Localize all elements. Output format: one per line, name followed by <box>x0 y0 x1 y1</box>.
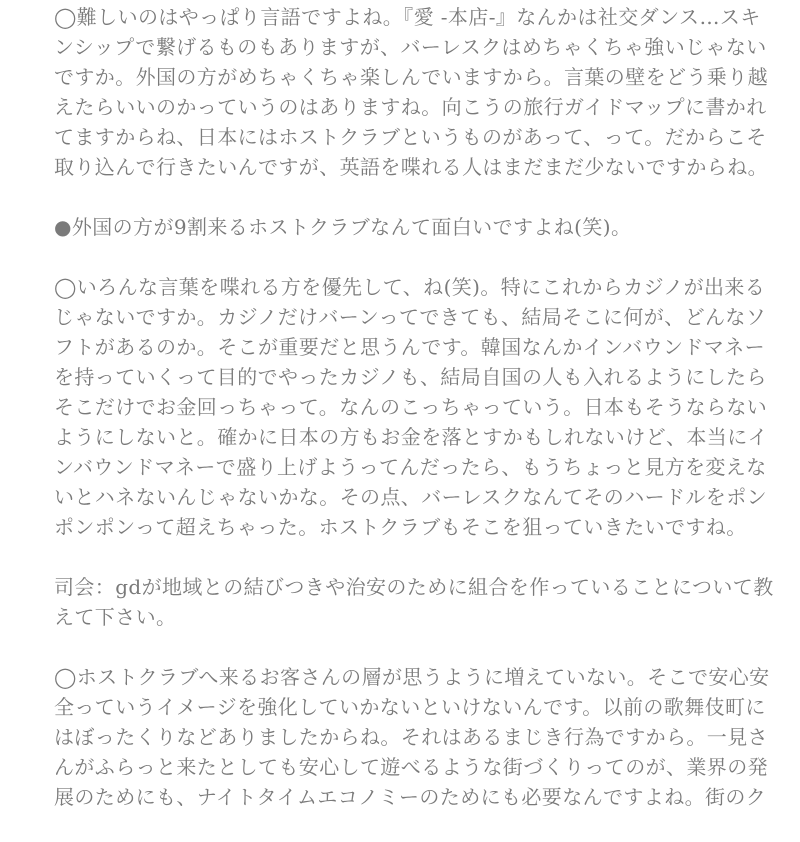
paragraph-answer-language <box>54 2 768 182</box>
text-line: ポンポンって超えちゃった。ホストクラブもそこを狙っていきたいですね。 <box>54 515 747 539</box>
paragraph-answer-casino <box>54 272 768 542</box>
text-line: を持っていくって目的でやったカジノも、結局自国の人も入れるようにしたら <box>54 365 767 389</box>
text-line: ◯いろんな言葉を喋れる方を優先して、ね(笑)。特にこれからカジノが出来る <box>54 275 766 299</box>
article-body <box>54 2 774 842</box>
text-line: そこだけでお金回っちゃって。なんのこっちゃっていう。日本もそうならない <box>54 395 768 419</box>
text-line: 全っていうイメージを強化していかないといけないんです。以前の歌舞伎町に <box>54 695 766 719</box>
text-line: 展のためにも、ナイトタイムエコノミーのためにも必要なんですよね。街のク <box>54 785 767 809</box>
text-line: フトがあるのか。そこが重要だと思うんです。韓国なんかインバウンドマネー <box>54 335 765 359</box>
text-line: ◯ホストクラブへ来るお客さんの層が思うように増えていない。そこで安心安 <box>54 665 770 689</box>
paragraph-moderator-question <box>54 572 774 632</box>
text-line: えて下さい。 <box>54 605 177 629</box>
text-line: はぼったくりなどありましたからね。それはあるまじき行為ですから。一見さ <box>54 725 768 749</box>
text-line: えたらいいのかっていうのはありますね。向こうの旅行ガイドマップに書かれ <box>54 95 767 119</box>
text-line: ンバウンドマネーで盛り上げようってんだったら、もうちょっと見方を変えな <box>54 455 767 479</box>
paragraph-question-foreigners <box>54 212 756 242</box>
text-line: 司会：gdが地域との結びつきや治安のために組合を作っていることについて教 <box>54 575 774 599</box>
paragraph-answer-safety <box>54 662 770 812</box>
text-line: ●外国の方が9割来るホストクラブなんて面白いですよね(笑)。 <box>54 215 632 239</box>
text-line: てますからね、日本にはホストクラブというものがあって、って。だからこそ <box>54 125 767 149</box>
text-line: 取り込んで行きたいんですが、英語を喋れる人はまだまだ少ないですからね。 <box>54 155 768 179</box>
text-line: ◯難しいのはやっぱり言語ですよね。『愛 -本店-』なんかは社交ダンス…スキ <box>54 5 761 29</box>
text-line: じゃないですか。カジノだけバーンってできても、結局そこに何が、どんなソ <box>54 305 767 329</box>
text-line: ようにしないと。確かに日本の方もお金を落とすかもしれないけど、本当にイ <box>54 425 768 449</box>
text-line: いとハネないんじゃないかな。その点、バーレスクなんてそのハードルをポン <box>54 485 767 509</box>
text-line: んがふらっと来たとしても安心して遊べるような街づくりってのが、業界の発 <box>54 755 768 779</box>
text-line: ですか。外国の方がめちゃくちゃ楽しんでいますから。言葉の壁をどう乗り越 <box>54 65 768 89</box>
text-line: ンシップで繋げるものもありますが、バーレスクはめちゃくちゃ強いじゃない <box>54 35 767 59</box>
